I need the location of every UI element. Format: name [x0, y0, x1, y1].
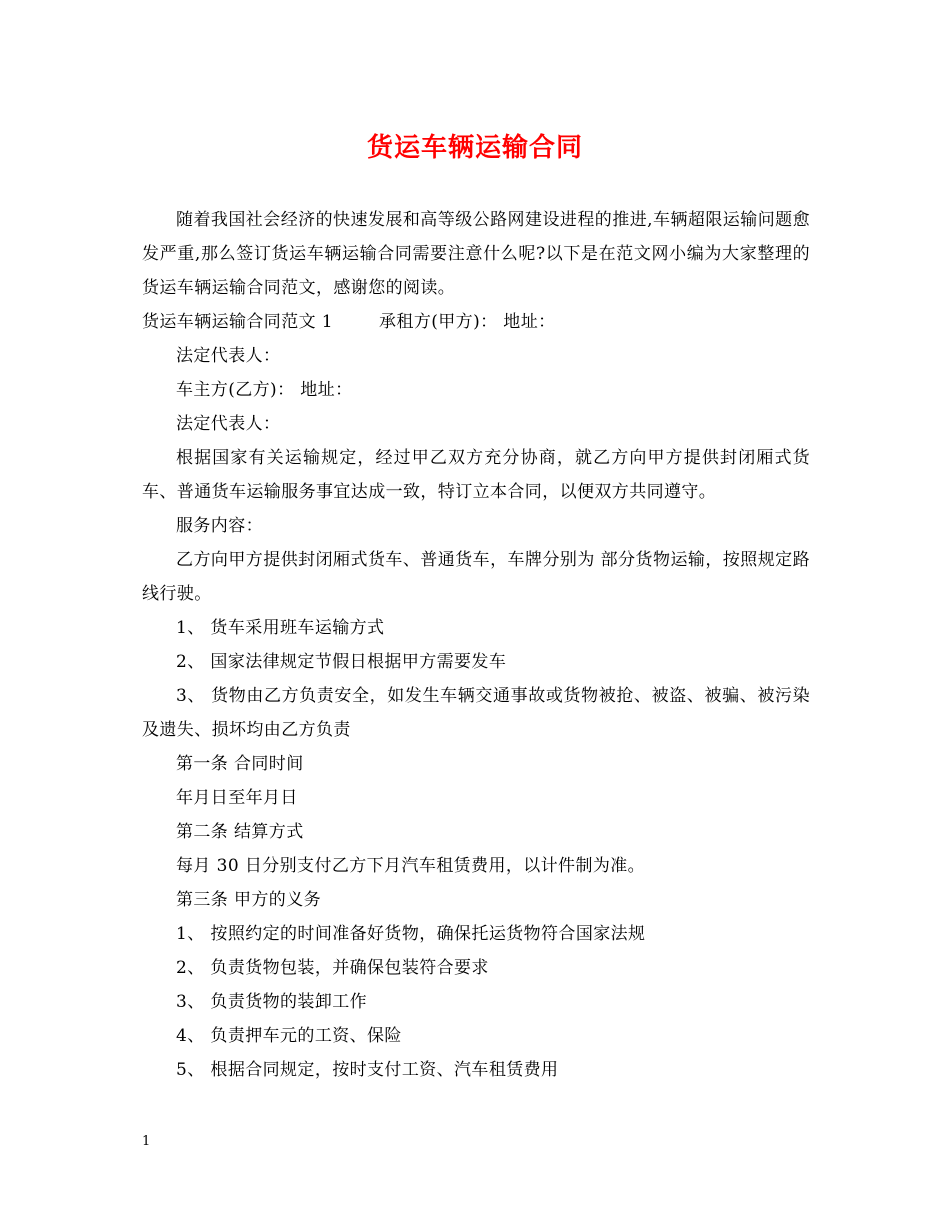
intro-paragraph: 随着我国社会经济的快速发展和高等级公路网建设进程的推进,车辆超限运输问题愈发严重,那么签订货运车辆运输合同需要注意什么呢?以下是在范文网小编为大家整理的货运车辆运输合同范文，感谢您的阅读。 — [142, 210, 810, 298]
article-1-body: 年月日至年月日 — [176, 788, 298, 808]
service-heading: 服务内容： — [176, 516, 263, 536]
article-3-item: 2、 负责货物包装，并确保包装符合要求 — [176, 958, 489, 978]
article-2-heading: 第二条 结算方式 — [176, 822, 304, 842]
service-item: 3、 货物由乙方负责安全，如发生车辆交通事故或货物被抢、被盗、被骗、被污染及遗失、损坏均由乙方负责 — [142, 686, 810, 740]
party-b-line: 车主方(乙方)： 地址： — [176, 380, 353, 400]
service-item: 1、 货车采用班车运输方式 — [176, 618, 385, 638]
service-item: 2、 国家法律规定节假日根据甲方需要发车 — [176, 652, 507, 672]
article-3-heading: 第三条 甲方的义务 — [176, 890, 322, 910]
party-b-representative: 法定代表人： — [176, 414, 281, 434]
preamble-paragraph: 根据国家有关运输规定，经过甲乙双方充分协商，就乙方向甲方提供封闭厢式货车、普通货车运输服务事宜达成一致，特订立本合同，以便双方共同遵守。 — [142, 448, 810, 502]
party-a-line: 承租方(甲方)： 地址： — [379, 312, 556, 332]
document-title: 货运车辆运输合同 — [366, 133, 583, 163]
article-3-item: 1、 按照约定的时间准备好货物，确保托运货物符合国家法规 — [176, 924, 646, 944]
party-a-representative: 法定代表人： — [176, 346, 281, 366]
article-2-body: 每月 30 日分别支付乙方下月汽车租赁费用，以计件制为准。 — [176, 856, 646, 876]
article-3-item: 4、 负责押车元的工资、保险 — [176, 1026, 402, 1046]
article-3-item: 5、 根据合同规定，按时支付工资、汽车租赁费用 — [176, 1060, 559, 1080]
page-number: 1 — [142, 1134, 151, 1149]
article-1-heading: 第一条 合同时间 — [176, 754, 304, 774]
sample-heading-line — [142, 305, 810, 339]
document-body — [142, 203, 810, 1087]
article-3-item: 3、 负责货物的装卸工作 — [176, 992, 368, 1012]
sample-heading: 货运车辆运输合同范文 1 — [142, 312, 334, 332]
service-description: 乙方向甲方提供封闭厢式货车、普通货车，车牌分别为 部分货物运输，按照规定路线行驶。 — [142, 550, 810, 604]
